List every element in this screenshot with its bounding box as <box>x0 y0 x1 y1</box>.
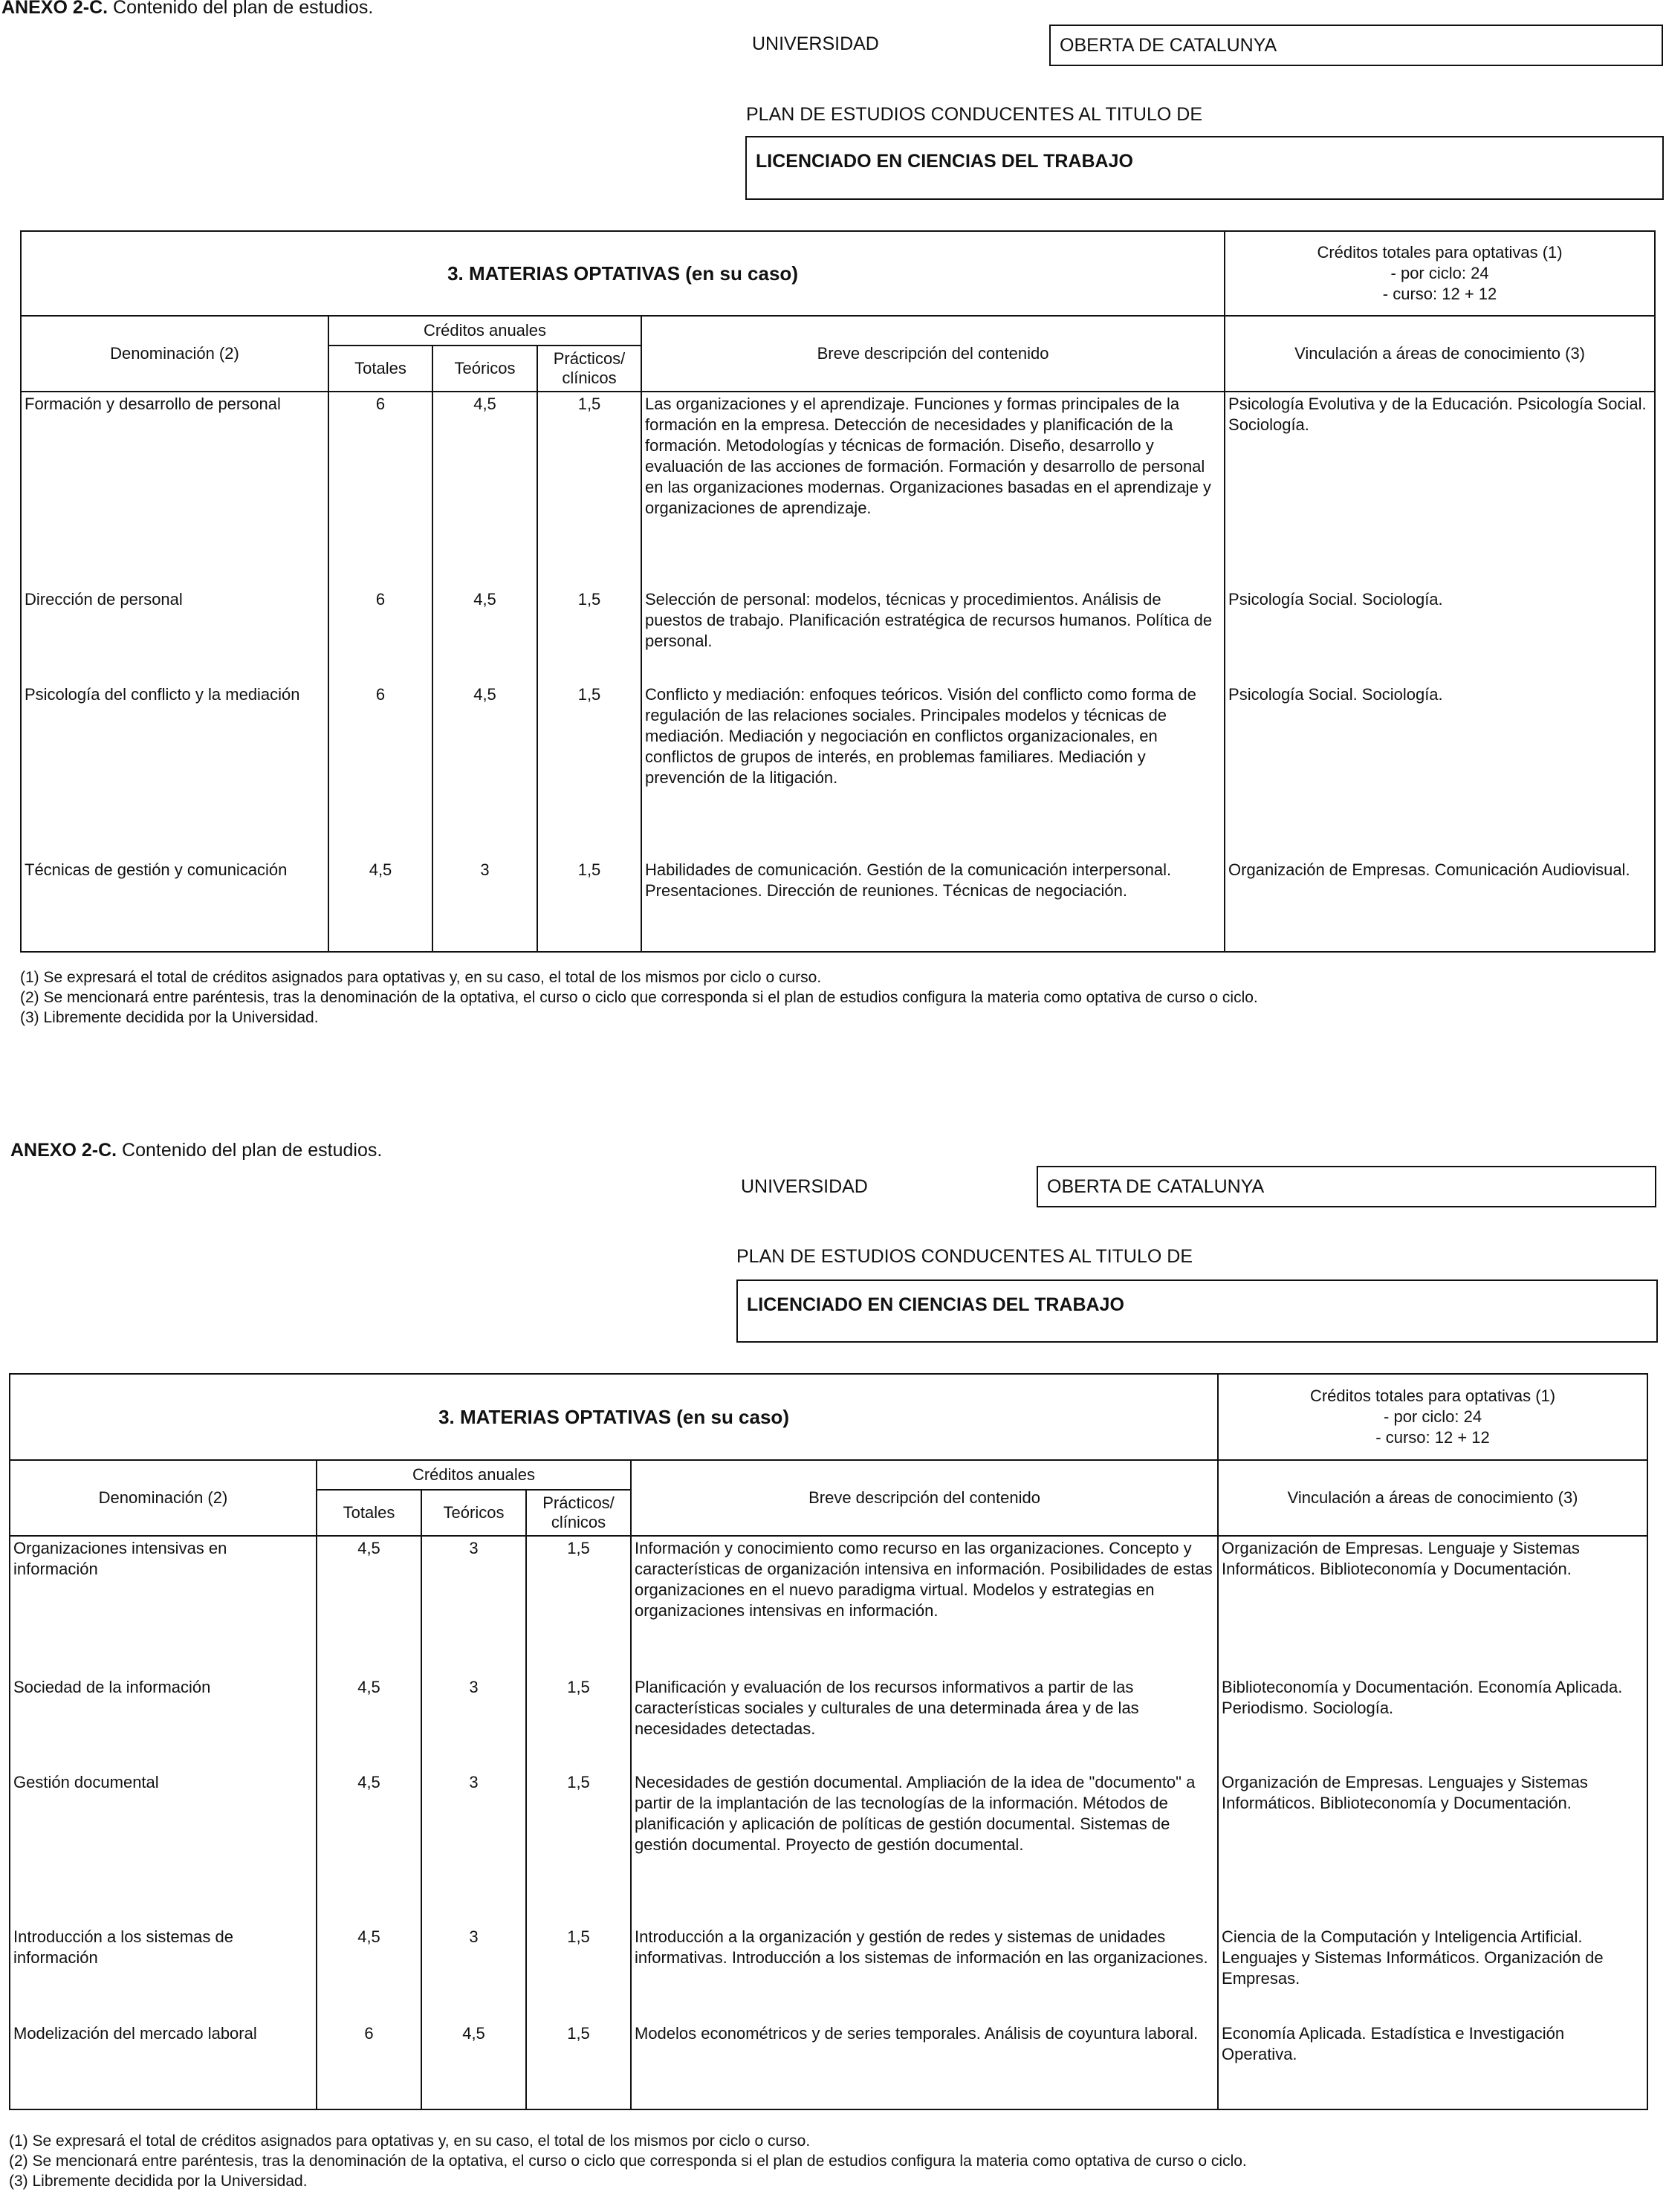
row-practicos: 1,5 <box>537 858 641 952</box>
row-desc: Planificación y evaluación de los recursos informativos a partir de las características sociales y culturales de una determinada área y de las necesidades detectadas. <box>631 1676 1218 1771</box>
creditos-curso-line: - curso: 12 + 12 <box>1382 285 1497 303</box>
row-name: Modelización del mercado laboral <box>10 2022 317 2109</box>
row-desc: Información y conocimiento como recurso en las organizaciones. Concepto y características de organización intensiva en información. Posibilidades de estas organizaciones en el nuevo paradigma virtual. Modelos y estrategias en organizaciones intensivas en información. <box>631 1536 1218 1676</box>
annex-title-bold: ANEXO 2-C. <box>1 0 108 18</box>
col-denominacion: Denominación (2) <box>21 316 328 392</box>
annex-title-text: Contenido del plan de estudios. <box>117 1140 383 1161</box>
row-teoricos: 4,5 <box>432 392 537 588</box>
col-totales: Totales <box>328 346 432 392</box>
creditos-totales-line: Créditos totales para optativas (1) <box>1309 1386 1556 1405</box>
row-areas: Organización de Empresas. Lenguajes y Sistemas Informáticos. Biblioteconomía y Documentación. <box>1218 1771 1647 1925</box>
row-desc: Necesidades de gestión documental. Ampliación de la idea de "documento" a partir de la implantación de las tecnologías de la información. Métodos de planificación y aplicación de políticas de gestión documental. Sistemas de gestión documental. Proyecto de gestión documental. <box>631 1771 1218 1925</box>
annex-title-text: Contenido del plan de estudios. <box>108 0 374 18</box>
footnotes <box>20 967 1258 1028</box>
row-desc: Modelos econométricos y de series temporales. Análisis de coyuntura laboral. <box>631 2022 1218 2109</box>
row-desc: Selección de personal: modelos, técnicas y procedimientos. Análisis de puestos de trabajo. Planificación estratégica de recursos humanos. Política de personal. <box>641 588 1225 683</box>
footnote-2: (2) Se mencionará entre paréntesis, tras la denominación de la optativa, el curso o ciclo que corresponda si el plan de estudios configura la materia como optativa de curso o ciclo. <box>20 989 1258 1006</box>
row-desc: Las organizaciones y el aprendizaje. Funciones y formas principales de la formación en la empresa. Detección de necesidades y planificación de la formación. Metodologías y técnicas de formación. Diseño, desarrollo y evaluación de las acciones de formación. Formación y desarrollo de personal en las organizaciones modernas. Organizaciones basadas en el aprendizaje y organizaciones de aprendizaje. <box>641 392 1225 588</box>
col-descripcion: Breve descripción del contenido <box>641 316 1225 392</box>
table-row <box>21 858 1655 952</box>
plan-label: PLAN DE ESTUDIOS CONDUCENTES AL TITULO DE <box>746 104 1203 125</box>
materias-table <box>9 1373 1648 2110</box>
row-areas: Biblioteconomía y Documentación. Economía Aplicada. Periodismo. Sociología. <box>1218 1676 1647 1771</box>
table-row <box>10 2022 1647 2109</box>
row-totales: 4,5 <box>317 1771 421 1925</box>
col-creditos-anuales: Créditos anuales <box>317 1460 631 1490</box>
titulo-value-box: LICENCIADO EN CIENCIAS DEL TRABAJO <box>745 136 1664 200</box>
row-areas: Psicología Evolutiva y de la Educación. Psicología Social. Sociología. <box>1225 392 1655 588</box>
col-vinculacion: Vinculación a áreas de conocimiento (3) <box>1225 316 1655 392</box>
row-teoricos: 3 <box>421 1925 526 2022</box>
row-teoricos: 3 <box>432 858 537 952</box>
row-totales: 6 <box>317 2022 421 2109</box>
row-name: Organizaciones intensivas en información <box>10 1536 317 1676</box>
row-teoricos: 4,5 <box>432 683 537 858</box>
row-practicos: 1,5 <box>526 1771 631 1925</box>
universidad-label: UNIVERSIDAD <box>741 1176 868 1197</box>
footnote-3: (3) Libremente decidida por la Universidad. <box>9 2173 308 2190</box>
creditos-ciclo-line: - por ciclo: 24 <box>1384 1407 1482 1426</box>
row-practicos: 1,5 <box>537 588 641 683</box>
row-practicos: 1,5 <box>526 1536 631 1676</box>
row-teoricos: 4,5 <box>421 2022 526 2109</box>
footnote-1: (1) Se expresará el total de créditos asignados para optativas y, en su caso, el total de los mismos por ciclo o curso. <box>20 969 822 986</box>
col-vinculacion: Vinculación a áreas de conocimiento (3) <box>1218 1460 1647 1536</box>
col-creditos-anuales: Créditos anuales <box>328 316 641 346</box>
row-areas: Ciencia de la Computación y Inteligencia Artificial. Lenguajes y Sistemas Informáticos. Organización de Empresas. <box>1218 1925 1647 2022</box>
col-descripcion: Breve descripción del contenido <box>631 1460 1218 1536</box>
table-row <box>21 392 1655 588</box>
table-title: 3. MATERIAS OPTATIVAS (en su caso) <box>10 1374 1218 1460</box>
row-teoricos: 4,5 <box>432 588 537 683</box>
row-name: Introducción a los sistemas de información <box>10 1925 317 2022</box>
table-row <box>10 1925 1647 2022</box>
row-totales: 4,5 <box>328 858 432 952</box>
col-denominacion: Denominación (2) <box>10 1460 317 1536</box>
row-areas: Organización de Empresas. Comunicación Audiovisual. <box>1225 858 1655 952</box>
annex-title-bold: ANEXO 2-C. <box>10 1140 117 1161</box>
col-teoricos: Teóricos <box>432 346 537 392</box>
row-teoricos: 3 <box>421 1676 526 1771</box>
row-name: Psicología del conflicto y la mediación <box>21 683 328 858</box>
table-title: 3. MATERIAS OPTATIVAS (en su caso) <box>21 231 1225 316</box>
row-totales: 4,5 <box>317 1676 421 1771</box>
row-totales: 6 <box>328 588 432 683</box>
materias-table <box>20 230 1656 953</box>
creditos-totales <box>1218 1374 1647 1460</box>
creditos-totales <box>1225 231 1655 316</box>
annex-title <box>1 0 373 19</box>
universidad-label: UNIVERSIDAD <box>752 33 879 54</box>
row-practicos: 1,5 <box>537 683 641 858</box>
row-areas: Psicología Social. Sociología. <box>1225 588 1655 683</box>
row-name: Formación y desarrollo de personal <box>21 392 328 588</box>
table-row <box>21 588 1655 683</box>
row-totales: 6 <box>328 392 432 588</box>
col-totales: Totales <box>317 1490 421 1536</box>
footnotes <box>9 2131 1247 2191</box>
table-row <box>10 1771 1647 1925</box>
row-areas: Organización de Empresas. Lenguaje y Sistemas Informáticos. Biblioteconomía y Documentación. <box>1218 1536 1647 1676</box>
row-desc: Conflicto y mediación: enfoques teóricos. Visión del conflicto como forma de regulación de las relaciones sociales. Principales modelos y técnicas de mediación. Mediación y negociación en conflictos organizacionales, en conflictos de grupos de interés, en problemas familiares. Mediación y prevención de la litigación. <box>641 683 1225 858</box>
row-teoricos: 3 <box>421 1536 526 1676</box>
row-totales: 4,5 <box>317 1925 421 2022</box>
row-name: Dirección de personal <box>21 588 328 683</box>
universidad-value-box: OBERTA DE CATALUNYA <box>1049 25 1663 66</box>
row-desc: Habilidades de comunicación. Gestión de la comunicación interpersonal. Presentaciones. Dirección de reuniones. Técnicas de negociación. <box>641 858 1225 952</box>
row-practicos: 1,5 <box>537 392 641 588</box>
row-name: Sociedad de la información <box>10 1676 317 1771</box>
row-practicos: 1,5 <box>526 2022 631 2109</box>
creditos-curso-line: - curso: 12 + 12 <box>1375 1428 1490 1447</box>
universidad-value-box: OBERTA DE CATALUNYA <box>1037 1166 1656 1207</box>
row-name: Gestión documental <box>10 1771 317 1925</box>
plan-label: PLAN DE ESTUDIOS CONDUCENTES AL TITULO DE <box>736 1246 1193 1267</box>
row-areas: Economía Aplicada. Estadística e Investigación Operativa. <box>1218 2022 1647 2109</box>
table-row <box>10 1676 1647 1771</box>
row-name: Técnicas de gestión y comunicación <box>21 858 328 952</box>
row-totales: 6 <box>328 683 432 858</box>
titulo-value-box: LICENCIADO EN CIENCIAS DEL TRABAJO <box>736 1279 1658 1343</box>
row-areas: Psicología Social. Sociología. <box>1225 683 1655 858</box>
table-row <box>21 683 1655 858</box>
row-totales: 4,5 <box>317 1536 421 1676</box>
annex-title <box>10 1140 382 1161</box>
row-teoricos: 3 <box>421 1771 526 1925</box>
row-practicos: 1,5 <box>526 1676 631 1771</box>
footnote-2: (2) Se mencionará entre paréntesis, tras la denominación de la optativa, el curso o ciclo que corresponda si el plan de estudios configura la materia como optativa de curso o ciclo. <box>9 2153 1247 2170</box>
row-practicos: 1,5 <box>526 1925 631 2022</box>
footnote-1: (1) Se expresará el total de créditos asignados para optativas y, en su caso, el total de los mismos por ciclo o curso. <box>9 2132 811 2150</box>
row-desc: Introducción a la organización y gestión de redes y sistemas de unidades informativas. Introducción a los sistemas de información en las organizaciones. <box>631 1925 1218 2022</box>
table-row <box>10 1536 1647 1676</box>
col-teoricos: Teóricos <box>421 1490 526 1536</box>
footnote-3: (3) Libremente decidida por la Universidad. <box>20 1009 319 1026</box>
creditos-totales-line: Créditos totales para optativas (1) <box>1317 243 1563 262</box>
creditos-ciclo-line: - por ciclo: 24 <box>1390 264 1489 282</box>
col-practicos: Prácticos/ clínicos <box>526 1490 631 1536</box>
col-practicos: Prácticos/ clínicos <box>537 346 641 392</box>
